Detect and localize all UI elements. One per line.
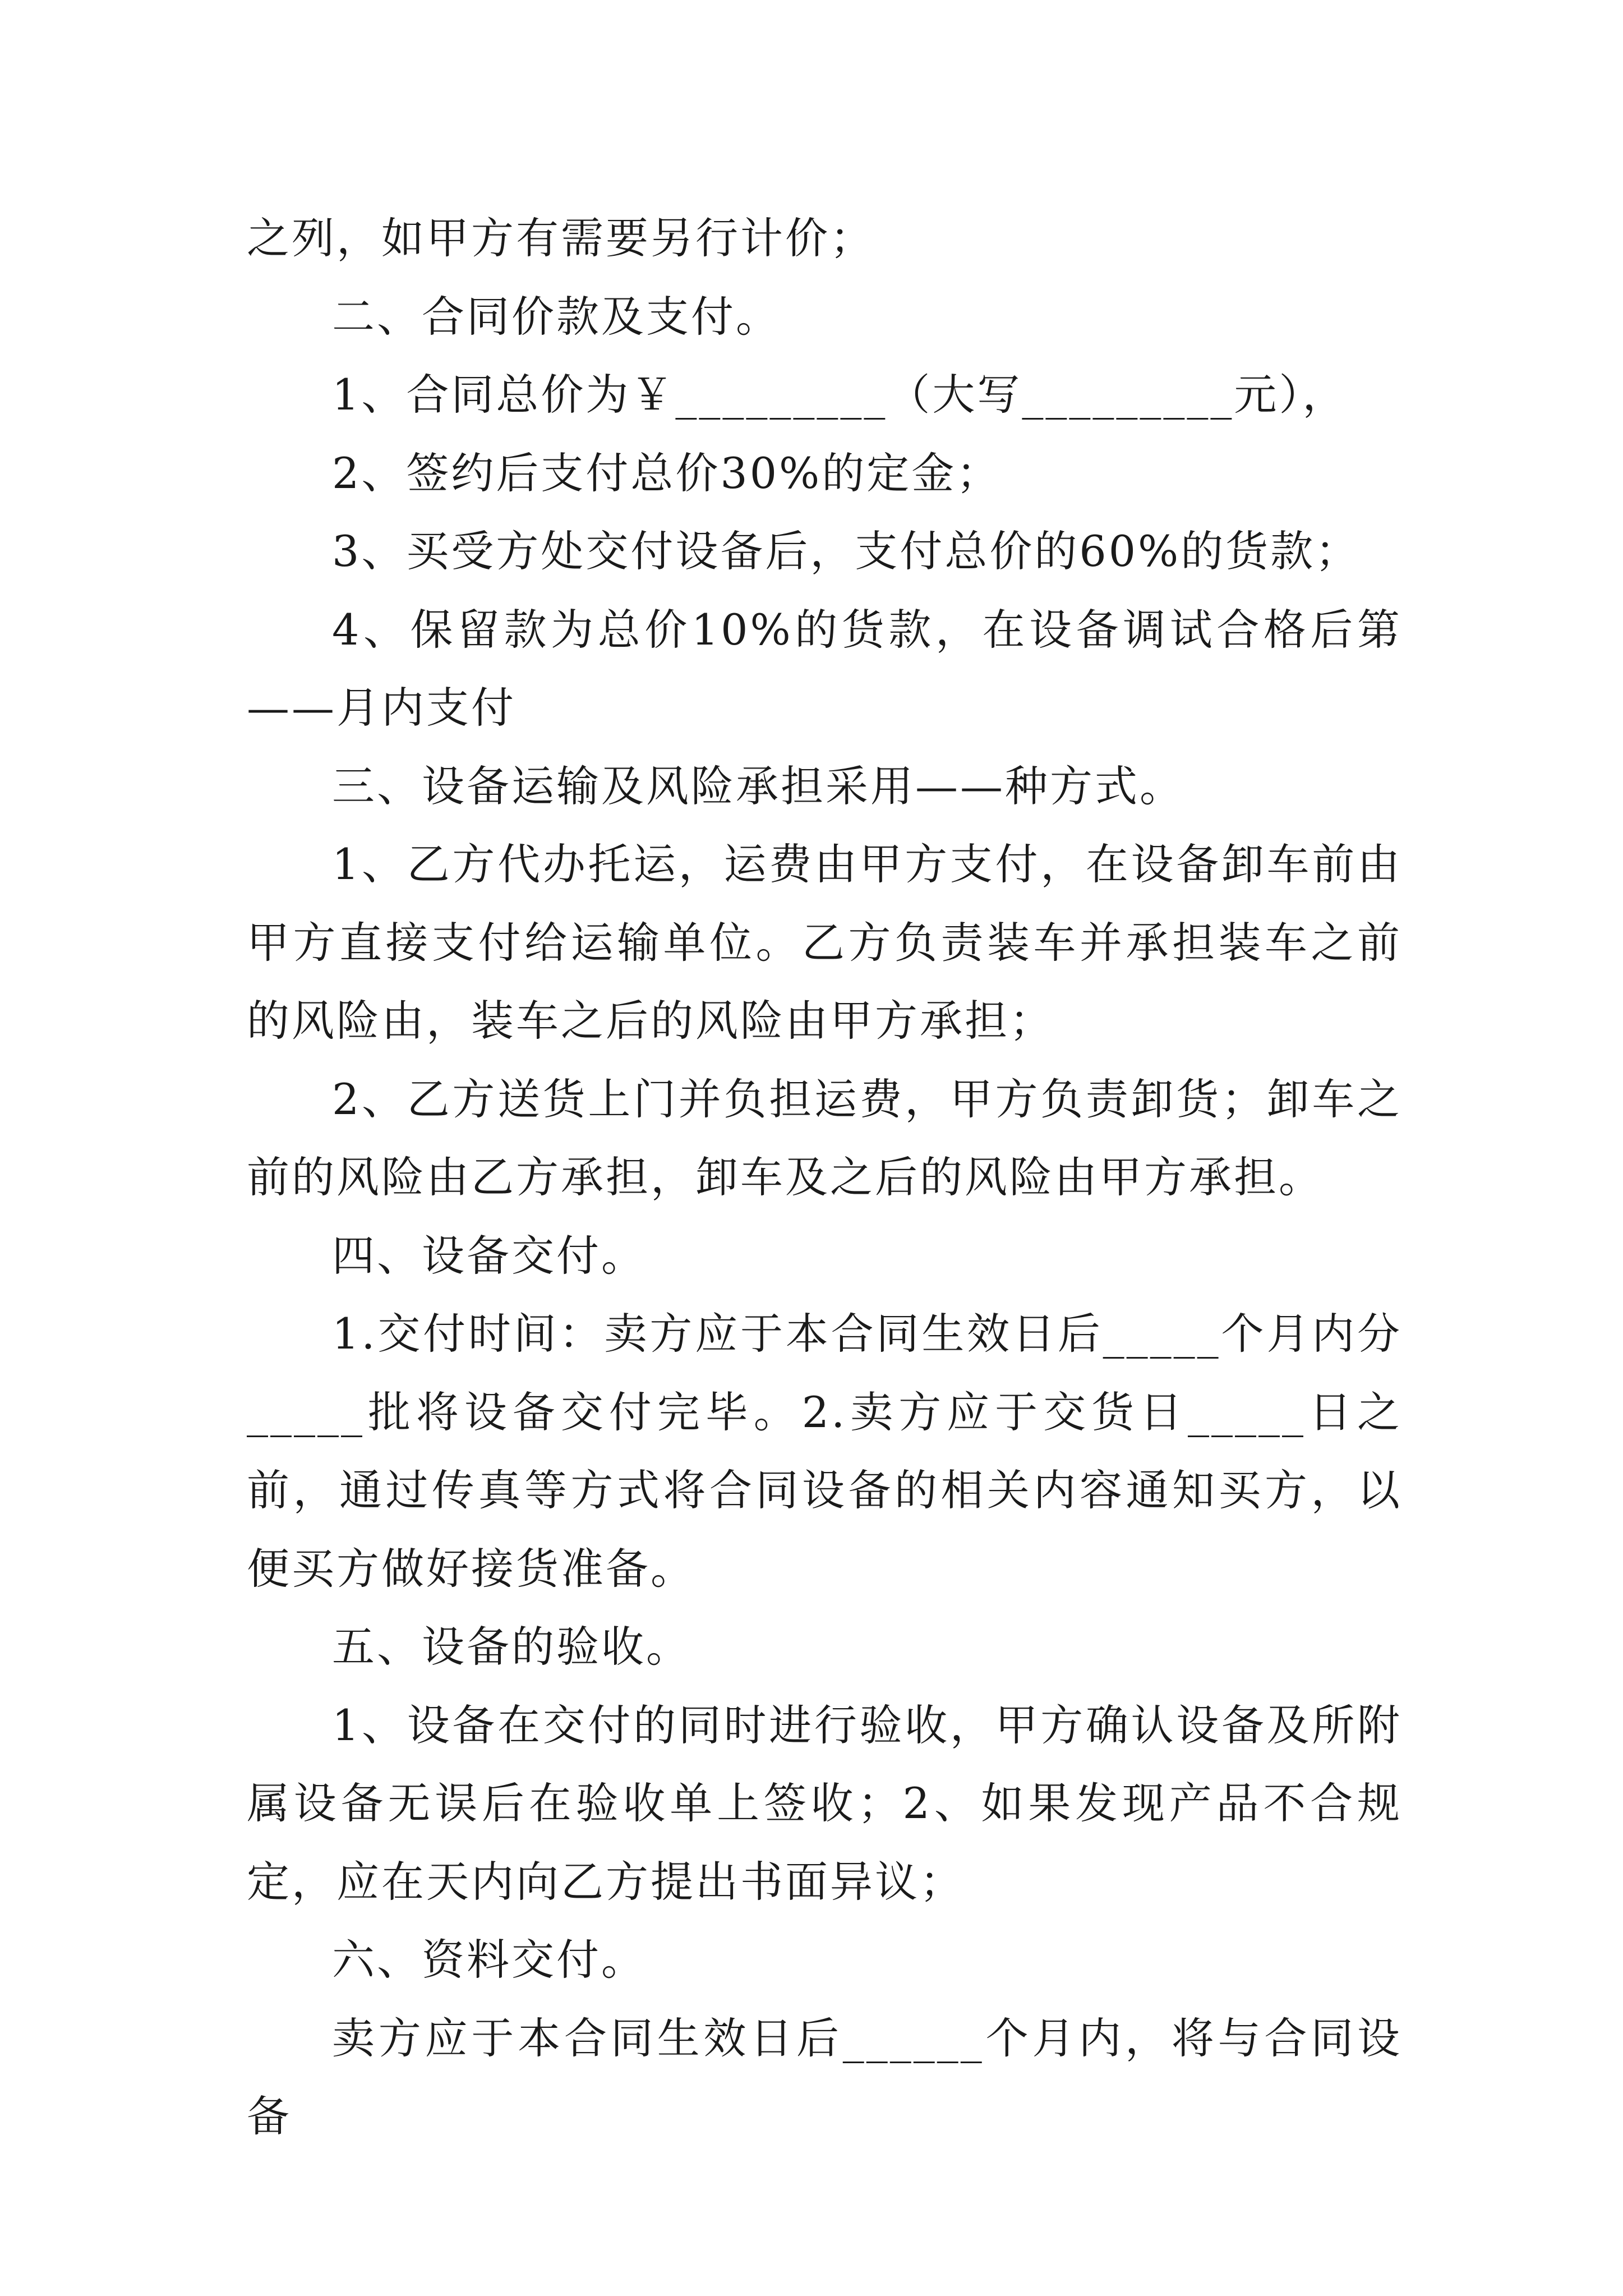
contract-body	[247, 199, 1402, 2156]
section-heading-acceptance: 五、设备的验收。	[332, 1622, 691, 1672]
paragraph-continuation: 之列，如甲方有需要另行计价；	[247, 213, 875, 263]
clause-consigned-shipping: 1、乙方代办托运，运费由甲方支付，在设备卸车前由甲方直接支付给运输单位。乙方负责装车并承担装车之前的风险由，装车之后的风险由甲方承担；	[247, 839, 1402, 1046]
clause-delivery-time: 1.交付时间：卖方应于本合同生效日后_____个月内分_____批将设备交付完毕。2.卖方应于交货日_____日之前，通过传真等方式将合同设备的相关内容通知买方，以便买方做好接货准备。	[247, 1309, 1402, 1594]
section-heading-delivery: 四、设备交付。	[332, 1230, 646, 1281]
clause-deposit: 2、签约后支付总价30%的定金；	[332, 448, 1002, 498]
clause-delivery-payment: 3、买受方处交付设备后，支付总价的60%的货款；	[332, 526, 1361, 576]
section-heading-price-payment: 二、合同价款及支付。	[332, 291, 781, 342]
clause-acceptance: 1、设备在交付的同时进行验收，甲方确认设备及所附属设备无误后在验收单上签收；2、如果发现产品不合规定，应在天内向乙方提出书面异议；	[247, 1700, 1402, 1907]
clause-retention: 4、保留款为总价10%的货款，在设备调试合格后第——月内支付	[247, 604, 1402, 733]
clause-total-price: 1、合同总价为￥_________（大写_________元），	[332, 370, 1348, 420]
clause-door-delivery: 2、乙方送货上门并负担运费，甲方负责卸货；卸车之前的风险由乙方承担，卸车及之后的风险由甲方承担。	[247, 1074, 1402, 1202]
section-heading-transport-risk: 三、设备运输及风险承担采用——种方式。	[332, 761, 1184, 811]
section-heading-documents: 六、资料交付。	[332, 1935, 646, 1985]
clause-documents: 卖方应于本合同生效日后______个月内，将与合同设备	[247, 2013, 1402, 2141]
